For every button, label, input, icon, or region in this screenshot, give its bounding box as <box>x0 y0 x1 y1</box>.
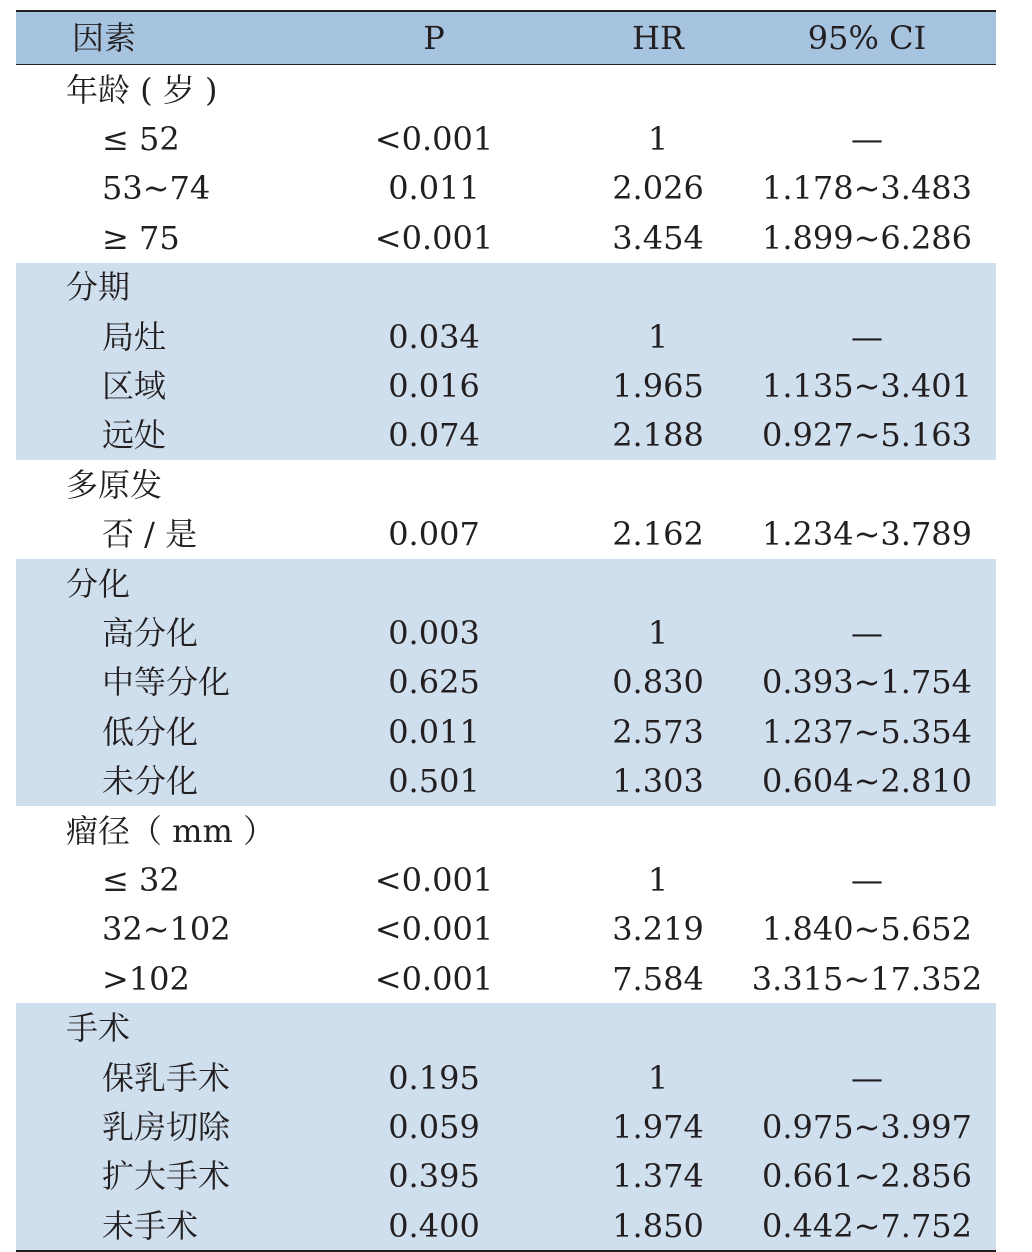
table-row <box>16 411 996 460</box>
row-label: 扩大手术 <box>102 1157 231 1196</box>
ci-value: — <box>851 860 883 899</box>
table-row <box>16 756 996 805</box>
row-label: ≤ 32 <box>102 860 180 899</box>
table-row <box>16 855 996 904</box>
p-value: 0.625 <box>388 663 480 702</box>
hr-value: 3.454 <box>612 218 704 257</box>
p-value: <0.001 <box>374 959 494 998</box>
hr-value: 1.850 <box>612 1206 704 1245</box>
p-value: 0.003 <box>388 613 480 652</box>
p-value: <0.001 <box>374 860 494 899</box>
p-value: <0.001 <box>374 120 494 159</box>
table-row <box>16 954 996 1003</box>
p-value: <0.001 <box>374 910 494 949</box>
ci-value: 3.315~17.352 <box>751 959 983 998</box>
table-row <box>16 114 996 163</box>
table-row <box>16 658 996 707</box>
row-label: 中等分化 <box>102 663 231 702</box>
p-value: 0.395 <box>388 1157 480 1196</box>
table-group <box>16 1003 996 1250</box>
table-row <box>16 312 996 361</box>
ci-value: 0.661~2.856 <box>761 1157 973 1196</box>
hr-value: 1 <box>647 317 669 356</box>
row-label: 未分化 <box>102 762 199 801</box>
table-row <box>16 510 996 559</box>
p-value: 0.007 <box>388 515 480 554</box>
ci-value: 1.899~6.286 <box>761 218 973 257</box>
ci-value: 1.234~3.789 <box>761 515 973 554</box>
row-label: 32~102 <box>102 910 231 949</box>
table-row <box>16 1152 996 1201</box>
ci-value: — <box>851 317 883 356</box>
row-label: 乳房切除 <box>102 1107 231 1146</box>
hr-value: 2.188 <box>612 416 704 455</box>
hr-value: 1.374 <box>612 1157 704 1196</box>
table-row <box>16 213 996 262</box>
ci-value: — <box>851 120 883 159</box>
group-title: 瘤径（ mm ） <box>66 811 276 850</box>
row-label: 否 / 是 <box>102 515 198 554</box>
hr-value: 1.974 <box>612 1107 704 1146</box>
row-label: ≤ 52 <box>102 120 180 159</box>
row-label: >102 <box>102 959 190 998</box>
header-ci: 95% CI <box>807 19 927 57</box>
hr-value: 1 <box>647 613 669 652</box>
group-title-row <box>16 559 996 608</box>
row-label: 未手术 <box>102 1206 199 1245</box>
p-value: 0.011 <box>388 169 480 208</box>
group-title-row <box>16 806 996 855</box>
table-row <box>16 905 996 954</box>
table-header <box>16 12 996 65</box>
group-title: 分化 <box>66 564 131 603</box>
hr-value: 1.303 <box>612 762 704 801</box>
p-value: 0.011 <box>388 712 480 751</box>
row-label: 高分化 <box>102 613 199 652</box>
table-row <box>16 1201 996 1250</box>
hr-value: 1 <box>647 1058 669 1097</box>
header-hr: HR <box>632 19 684 57</box>
header-factor: 因素 <box>71 19 137 57</box>
ci-value: 0.442~7.752 <box>761 1206 973 1245</box>
hr-value: 2.573 <box>612 712 704 751</box>
table-group <box>16 65 996 263</box>
ci-value: 1.237~5.354 <box>761 712 973 751</box>
group-title-row <box>16 65 996 114</box>
group-title-row <box>16 460 996 509</box>
p-value: 0.059 <box>388 1107 480 1146</box>
ci-value: 0.604~2.810 <box>761 762 973 801</box>
p-value: 0.034 <box>388 317 480 356</box>
results-table <box>16 10 996 1252</box>
group-title-row <box>16 263 996 312</box>
table-row <box>16 361 996 410</box>
table-group <box>16 263 996 461</box>
table-body <box>16 65 996 1250</box>
row-label: 低分化 <box>102 712 199 751</box>
ci-value: 1.178~3.483 <box>761 169 973 208</box>
group-title: 分期 <box>66 268 131 307</box>
hr-value: 2.026 <box>612 169 704 208</box>
hr-value: 1 <box>647 860 669 899</box>
ci-value: — <box>851 613 883 652</box>
group-title-row <box>16 1003 996 1052</box>
header-p: P <box>423 19 445 57</box>
hr-value: 7.584 <box>612 959 704 998</box>
ci-value: 0.927~5.163 <box>761 416 973 455</box>
row-label: 53~74 <box>102 169 211 208</box>
table-row <box>16 1053 996 1102</box>
table-group <box>16 559 996 806</box>
table-group <box>16 460 996 559</box>
group-title: 手术 <box>66 1009 131 1048</box>
row-label: ≥ 75 <box>102 218 180 257</box>
group-title: 多原发 <box>66 465 163 504</box>
ci-value: 0.393~1.754 <box>761 663 973 702</box>
row-label: 远处 <box>102 416 167 455</box>
row-label: 区域 <box>102 367 167 406</box>
hr-value: 1 <box>647 120 669 159</box>
p-value: 0.016 <box>388 367 480 406</box>
group-title: 年龄 ( 岁 ) <box>66 70 218 109</box>
ci-value: 1.135~3.401 <box>761 367 973 406</box>
ci-value: 0.975~3.997 <box>761 1107 973 1146</box>
table-row <box>16 164 996 213</box>
row-label: 保乳手术 <box>102 1058 231 1097</box>
hr-value: 0.830 <box>612 663 704 702</box>
p-value: 0.501 <box>388 762 480 801</box>
hr-value: 3.219 <box>612 910 704 949</box>
p-value: <0.001 <box>374 218 494 257</box>
hr-value: 2.162 <box>612 515 704 554</box>
p-value: 0.074 <box>388 416 480 455</box>
ci-value: — <box>851 1058 883 1097</box>
table-row <box>16 608 996 657</box>
table-row <box>16 707 996 756</box>
p-value: 0.195 <box>388 1058 480 1097</box>
table-row <box>16 1102 996 1151</box>
hr-value: 1.965 <box>612 367 704 406</box>
ci-value: 1.840~5.652 <box>761 910 973 949</box>
table-group <box>16 806 996 1004</box>
p-value: 0.400 <box>388 1206 480 1245</box>
row-label: 局灶 <box>102 317 167 356</box>
